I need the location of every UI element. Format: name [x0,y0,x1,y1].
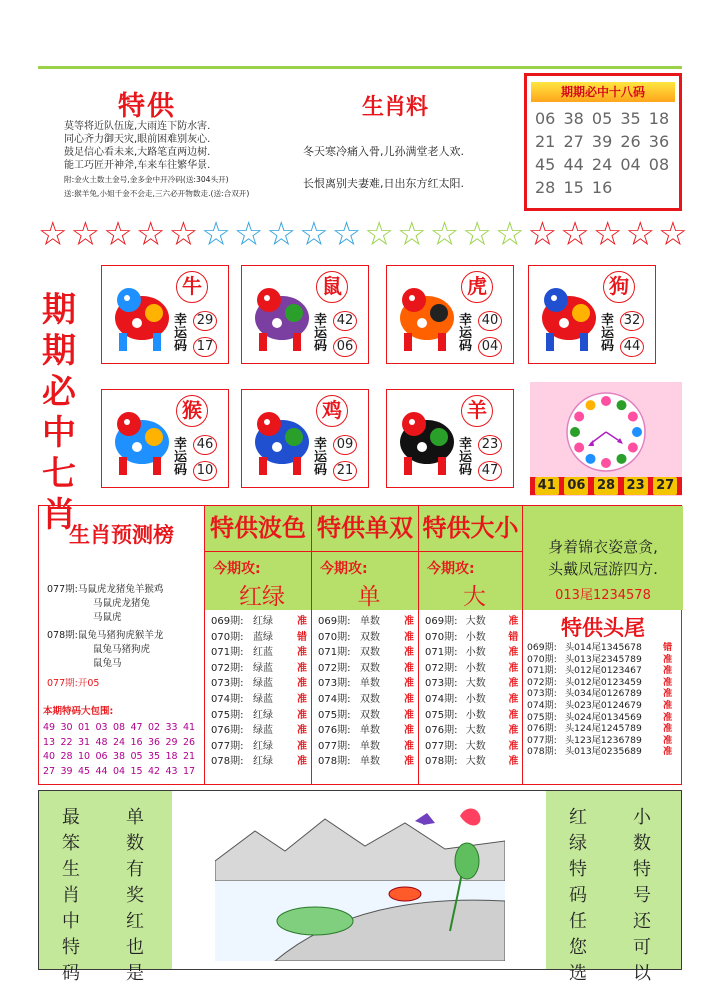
result-mark: 准 [508,678,519,690]
header-notes: 附:金火土数土金号,金多金中开冷码(送:304头开) 送:猴羊兔,小姐千金不会走,三六必开物数走.(送:合双开) [64,175,250,198]
pack-row [43,750,204,765]
result-mark: 准 [663,665,673,677]
result-mark: 准 [508,693,519,705]
pack-number: 02 [148,722,161,733]
result-mark: 准 [297,756,307,768]
lucky-number: 29 [193,311,217,331]
pack-row [43,721,204,736]
lucky-number: 04 [478,337,502,357]
star-icon: ☆ [331,214,362,253]
result-mark: 准 [404,616,414,627]
pack-number: 41 [183,722,196,733]
result-mark: 准 [297,740,307,752]
papercut-animal-icon [109,402,175,478]
history-row: 078期: 大数 准 [419,754,522,770]
result-mark: 准 [663,734,673,746]
clock-numbers: 41 06 28 23 27 [530,477,682,495]
right-poem: 冬天寒冷痛入骨,儿孙满堂老人欢. 长恨离别夫妻难,日出东方红太阳. [303,145,464,190]
lucky-number: 21 [333,461,357,481]
touwei-tail: 013尾1234578 [555,588,651,603]
pack-number: 38 [113,751,126,762]
lucky-number: 09 [333,435,357,455]
pack-number: 42 [148,765,161,777]
lucky-label: 幸运码 [314,437,328,478]
daxiao-attack-label: 今期攻: [427,561,475,577]
zodiac-badge: 鸡 [316,395,348,427]
pack-number: 24 [113,736,126,748]
pack-number: 16 [130,736,143,748]
pack-number: 27 [43,765,56,777]
pack-row [43,736,204,751]
result-mark: 准 [508,662,519,674]
zodiac-card [386,389,514,488]
result-mark: 准 [663,699,673,711]
history-row: 073期: 绿蓝 准 [205,676,311,692]
zodiac-card [528,265,656,364]
pack-number: 21 [183,751,196,762]
touwei-column [523,506,683,785]
result-mark: 准 [404,647,414,659]
history-row: 071期: 红蓝 准 [205,645,311,661]
history-row: 069期: 单数 准 [312,614,418,630]
bottom-right-panel [546,791,681,984]
history-row: 070期: 小数 错 [419,630,522,646]
bose-attack-value: 红绿 [239,584,285,610]
star-icon: ☆ [397,214,427,253]
daxiao-title: 特供大小 [422,514,519,542]
pack-number: 45 [78,765,91,777]
history-row: 075期: 双数 准 [312,708,418,724]
history-row: 075期: 小数 准 [419,708,522,724]
star-icon: ☆ [625,214,656,253]
star-icon: ☆ [462,214,492,253]
star-icon: ☆ [527,214,558,253]
result-mark: 准 [508,647,519,659]
daxiao-column [419,506,523,785]
history-row: 076期: 头124尾1245789 准 [527,723,673,735]
zodiac-badge: 虎 [461,271,493,303]
lucky-label: 幸运码 [459,437,473,478]
pack-number: 29 [165,736,178,748]
pack-number: 43 [165,765,178,777]
history-row: 072期: 小数 准 [419,661,522,677]
result-mark: 准 [297,725,307,737]
history-row: 073期: 头034尾0126789 准 [527,688,673,700]
history-row: 070期: 蓝绿 错 [205,630,311,646]
star-icon: ☆ [429,214,460,253]
zodiac-card [386,265,514,364]
result-mark: 准 [404,662,414,674]
zodiac-badge: 狗 [603,271,635,303]
lucky-number: 40 [478,311,502,331]
result-mark: 准 [297,616,307,627]
pack-number: 13 [43,736,56,748]
star-icon: ☆ [299,214,329,253]
zodiac-card [101,389,229,488]
daxiao-rows [419,614,522,770]
lucky-number: 17 [193,337,217,357]
history-row: 069期: 红绿 准 [205,614,311,630]
pack-number: 26 [183,736,196,748]
bottom-left-panel [39,791,172,984]
result-mark: 准 [404,678,414,690]
pack-title: 本期特码大包围: [43,706,114,717]
history-row: 077期: 单数 准 [312,739,418,755]
result-mark: 准 [404,709,414,721]
pack-number: 30 [60,722,73,733]
history-row: 073期: 单数 准 [312,676,418,692]
result-mark: 准 [508,725,519,737]
daxiao-attack-value: 大 [463,584,486,610]
lucky-number: 44 [620,337,644,357]
pack-number: 28 [60,751,73,762]
history-row: 076期: 大数 准 [419,723,522,739]
result-mark: 准 [297,678,307,690]
zodiac-badge: 牛 [176,271,208,303]
star-icon: ☆ [560,214,590,253]
pack-number: 03 [95,722,108,733]
history-row: 071期: 双数 准 [312,645,418,661]
result-mark: 准 [404,693,414,705]
zodiac-card [241,389,369,488]
lucky-label: 幸运码 [174,437,188,478]
star-icon: ☆ [233,214,264,253]
history-row: 069期: 大数 准 [419,614,522,630]
predict-title: 生肖预测榜 [69,523,174,547]
star-icon: ☆ [103,214,133,253]
pack-number: 05 [130,751,143,762]
pack-grid [39,717,204,779]
history-row: 072期: 双数 准 [312,661,418,677]
lucky-label: 幸运码 [459,313,473,354]
papercut-animal-icon [249,402,315,478]
pack-number: 10 [78,751,91,762]
zodiac-badge: 鼠 [316,271,348,303]
touwei-title: 特供头尾 [561,616,645,640]
result-mark: 准 [404,631,414,643]
bottom-left-col-1: 最 笨 生 肖 中 特 码 [62,807,80,984]
history-row: 077期: 红绿 准 [205,739,311,755]
pack-number: 44 [95,765,108,777]
bose-attack-label: 今期攻: [213,561,261,577]
lucky-label: 幸运码 [174,313,188,354]
history-row: 073期: 大数 准 [419,676,522,692]
history-row: 078期: 头013尾0235689 准 [527,746,673,758]
tegong-title: 特供 [118,91,176,122]
star-icon: ☆ [592,214,623,253]
eighteen-code-numbers: 06 38 05 35 18 21 27 39 26 36 45 44 24 04 08 28 15 16 [535,109,670,197]
result-mark: 准 [297,709,307,721]
bottom-panel [38,790,682,984]
pack-number: 01 [78,722,91,733]
pack-number: 48 [95,736,108,748]
papercut-animal-icon [536,278,602,354]
result-mark: 准 [404,740,414,752]
landscape-picture [215,801,505,961]
star-icon: ☆ [38,214,68,253]
danshuang-attack-value: 单 [357,584,381,610]
papercut-animal-icon [394,278,460,354]
star-row [38,214,688,253]
predict-column [39,506,205,785]
pack-number: 36 [148,736,161,748]
danshuang-attack-label: 今期攻: [320,561,368,577]
result-mark: 准 [404,725,414,737]
lucky-number: 10 [193,461,217,481]
lucky-number: 46 [193,435,217,455]
lucky-number: 06 [333,337,357,357]
history-row: 071期: 头012尾0123467 准 [527,665,673,677]
papercut-animal-icon [109,278,175,354]
lucky-number: 23 [478,435,502,455]
history-row: 071期: 小数 准 [419,645,522,661]
result-mark: 准 [663,653,673,665]
zodiac-card [101,265,229,364]
result-mark: 准 [663,676,673,688]
eighteen-code-title: 期期必中十八码 [531,82,675,102]
star-icon: ☆ [135,214,166,253]
lucky-label: 幸运码 [601,313,615,354]
bottom-right-col-1: 红 绿 特 码 任 您 选 [569,807,587,984]
bose-column [205,506,312,785]
history-row: 070期: 头013尾2345789 准 [527,653,673,665]
result-mark: 准 [663,711,673,723]
result-mark: 错 [297,631,307,643]
lucky-number: 32 [620,311,644,331]
seven-zodiac-title: 期期必中七肖 [42,290,76,535]
bottom-left-col-2: 单 数 有 奖 红 也 是 [126,807,144,984]
danshuang-title: 特供单双 [317,514,413,542]
bose-title: 特供波色 [210,514,306,542]
history-row: 069期: 头014尾1345678 错 [527,642,673,653]
result-mark: 准 [663,688,673,700]
star-icon: ☆ [70,214,101,253]
middle-table [38,505,682,785]
left-poem: 莫等将近队伍庞,大雨连下防水害. 同心齐力御天灾,眼前困难别灰心. 鼓足信心看未来,大路笔直两边树. 能工巧匠开神斧,车来车往繁华景. [64,121,211,171]
result-mark: 准 [508,616,519,627]
history-row: 077期: 大数 准 [419,739,522,755]
pack-number: 35 [148,751,161,762]
pack-number: 06 [95,751,108,762]
result-mark: 准 [508,709,519,721]
pack-number: 31 [78,736,91,748]
history-row: 072期: 绿蓝 准 [205,661,311,677]
result-mark: 错 [508,631,519,643]
pack-number: 18 [165,751,178,762]
result-mark: 准 [663,746,673,758]
history-row: 074期: 小数 准 [419,692,522,708]
eighteen-code-box [524,73,682,211]
result-mark: 准 [297,647,307,659]
result-mark: 准 [508,740,519,752]
bose-rows [205,614,311,770]
pack-number: 04 [113,765,126,777]
zodiac-badge: 羊 [461,395,493,427]
history-row: 076期: 绿蓝 准 [205,723,311,739]
landscape-icon [215,801,505,961]
history-row: 078期: 红绿 准 [205,754,311,770]
touwei-rows [523,642,683,758]
zodiac-badge: 猴 [176,395,208,427]
lucky-number: 42 [333,311,357,331]
pack-number: 47 [130,722,143,733]
pack-row [43,765,204,780]
result-mark: 准 [404,756,414,768]
history-row: 072期: 头012尾0123459 准 [527,676,673,688]
predict-lines: 077期:马鼠虎龙猪兔羊猴鸡 马鼠虎龙猪兔 马鼠虎 078期:鼠兔马猪狗虎猴羊龙 鼠兔马猪狗虎 鼠兔马 077期:开05 [47,584,164,689]
pack-number: 15 [130,765,143,777]
history-row: 075期: 红绿 准 [205,708,311,724]
clock-icon [530,382,682,478]
result-mark: 准 [663,723,673,735]
star-icon: ☆ [266,214,297,253]
danshuang-column [312,506,419,785]
result-mark: 准 [508,756,519,768]
result-mark: 准 [297,693,307,705]
history-row: 075期: 头024尾0134569 准 [527,711,673,723]
lucky-label: 幸运码 [314,313,328,354]
history-row: 074期: 双数 准 [312,692,418,708]
papercut-animal-icon [249,278,315,354]
pack-number: 22 [60,736,73,748]
history-row: 077期: 头123尾1236789 准 [527,734,673,746]
papercut-animal-icon [394,402,460,478]
star-icon: ☆ [201,214,231,253]
history-row: 070期: 双数 准 [312,630,418,646]
pack-number: 40 [43,751,56,762]
pack-number: 39 [60,765,73,777]
history-row: 074期: 绿蓝 准 [205,692,311,708]
pack-number: 33 [165,722,178,733]
pack-number: 17 [183,765,196,777]
lucky-number: 47 [478,461,502,481]
touwei-poem: 身着锦衣姿意贪, 头戴凤冠游四方. [548,538,658,578]
top-divider [38,66,682,69]
history-row: 076期: 单数 准 [312,723,418,739]
danshuang-rows [312,614,418,770]
pack-number: 49 [43,722,56,733]
result-mark: 准 [297,662,307,674]
zodiac-card [241,265,369,364]
result-mark: 错 [663,642,673,653]
history-row: 074期: 头023尾0124679 准 [527,699,673,711]
history-row: 078期: 单数 准 [312,754,418,770]
star-icon: ☆ [658,214,688,253]
pack-number: 08 [113,722,126,733]
bottom-right-col-2: 小 数 特 号 还 可 以 [633,807,651,984]
star-icon: ☆ [494,214,525,253]
shengxiao-title: 生肖料 [362,95,429,120]
star-icon: ☆ [168,214,199,253]
star-icon: ☆ [364,214,394,253]
